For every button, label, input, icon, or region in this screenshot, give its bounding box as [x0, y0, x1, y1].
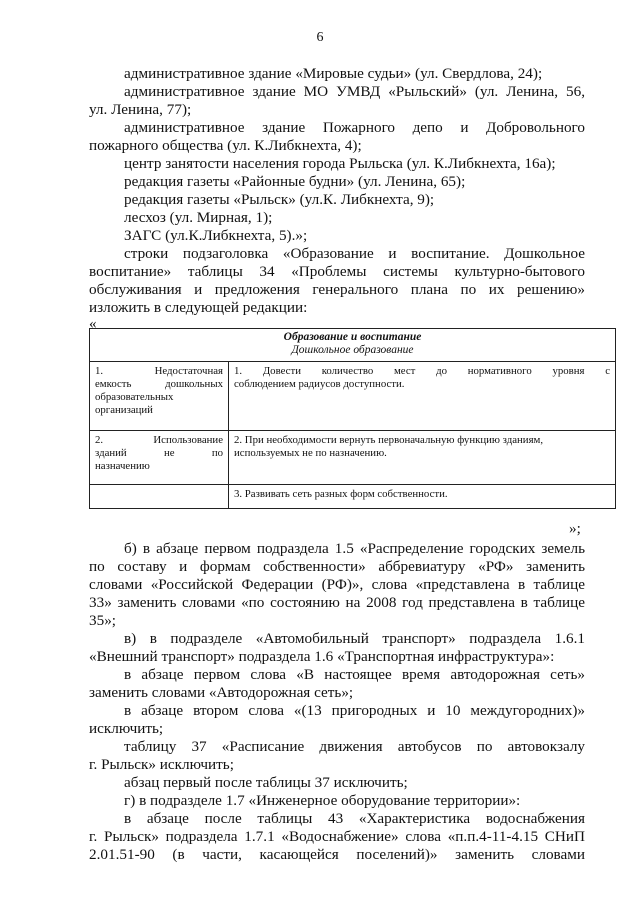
table-header-title: Образование и воспитание	[283, 331, 422, 343]
problem-cell: 2. Использование зданий не по назначению	[90, 431, 229, 485]
text-line: центр занятости населения города Рыльска (ул. К.Либкнехта, 16а);	[124, 155, 556, 172]
text-line: изложить в следующей редакции:	[89, 299, 308, 316]
close-quote: »;	[569, 520, 581, 537]
text-line: б) в абзаце первом подраздела 1.5 «Распределение городских земель	[124, 540, 585, 557]
solution-cell: 2. При необходимости вернуть первоначальную функцию зданиям, используемых не по назначению.	[229, 431, 616, 485]
text-line: обслуживания и предложения генерального плана по их решению»	[89, 281, 585, 298]
text-line: 35»;	[89, 612, 117, 629]
problem-cell	[90, 485, 229, 509]
text-line: исключить;	[89, 720, 164, 737]
text-line: по составу и формам собственности» аббревиатуру «РФ» заменить	[89, 558, 585, 575]
text-line: административное здание «Мировые судьи» (ул. Свердлова, 24);	[124, 65, 543, 82]
solution-cell: 1. Довести количество мест до нормативного уровня с соблюдением радиусов доступности.	[229, 362, 616, 431]
text-line: ЗАГС (ул.К.Либкнехта, 5).»;	[124, 227, 308, 244]
text-line: в абзаце после таблицы 43 «Характеристика водоснабжения	[124, 810, 585, 827]
text-line: г) в подразделе 1.7 «Инженерное оборудование территории»:	[124, 792, 521, 809]
text-line: 33» заменить словами «по состоянию на 2008 год представлена в таблице	[89, 594, 585, 611]
text-line: г. Рыльск» подраздела 1.7.1 «Водоснабжение» слова «п.п.4-11-4.15 СНиП	[89, 828, 585, 845]
table-row	[90, 485, 616, 509]
text-line: 2.01.51-90 (в части, касающейся поселений)» заменить словами	[89, 846, 585, 863]
text-line: словами «Российской Федерации (РФ)», слова «представлена в таблице	[89, 576, 585, 593]
page-number: 6	[316, 30, 324, 45]
text-line: редакция газеты «Районные будни» (ул. Ленина, 65);	[124, 173, 466, 190]
text-line: редакция газеты «Рыльск» (ул.К. Либкнехта, 9);	[124, 191, 435, 208]
table-row	[90, 431, 616, 485]
text-line: в абзаце втором слова «(13 пригородных и 10 междугородних)»	[124, 702, 585, 719]
text-line: таблицу 37 «Расписание движения автобусов по автовокзалу	[124, 738, 585, 755]
text-line: заменить словами «Автодорожная сеть»;	[89, 684, 354, 701]
text-line: ул. Ленина, 77);	[89, 101, 192, 118]
text-line: строки подзаголовка «Образование и воспитание. Дошкольное	[124, 245, 585, 262]
education-table	[89, 328, 616, 509]
problem-cell: 1. Недостаточная емкость дошкольных образовательных организаций	[90, 362, 229, 431]
text-line: в) в подразделе «Автомобильный транспорт» подраздела 1.6.1	[124, 630, 585, 647]
text-line: г. Рыльск» исключить;	[89, 756, 234, 773]
text-line: воспитание» таблицы 34 «Проблемы системы культурно-бытового	[89, 263, 585, 280]
text-line: абзац первый после таблицы 37 исключить;	[124, 774, 408, 791]
open-quote: «	[89, 315, 97, 332]
table-header-row	[90, 329, 616, 362]
text-line: административное здание МО УМВД «Рыльский» (ул. Ленина, 56,	[124, 83, 585, 100]
text-line: лесхоз (ул. Мирная, 1);	[124, 209, 273, 226]
text-line: в абзаце первом слова «В настоящее время автодорожная сеть»	[124, 666, 585, 683]
text-line: «Внешний транспорт» подраздела 1.6 «Транспортная инфраструктура»:	[89, 648, 555, 665]
table-header-subtitle: Дошкольное образование	[291, 344, 414, 356]
text-line: пожарного общества (ул. К.Либкнехта, 4);	[89, 137, 362, 154]
solution-cell: 3. Развивать сеть разных форм собственности.	[229, 485, 616, 509]
table-row	[90, 362, 616, 431]
text-line: административное здание Пожарного депо и Добровольного	[124, 119, 585, 136]
